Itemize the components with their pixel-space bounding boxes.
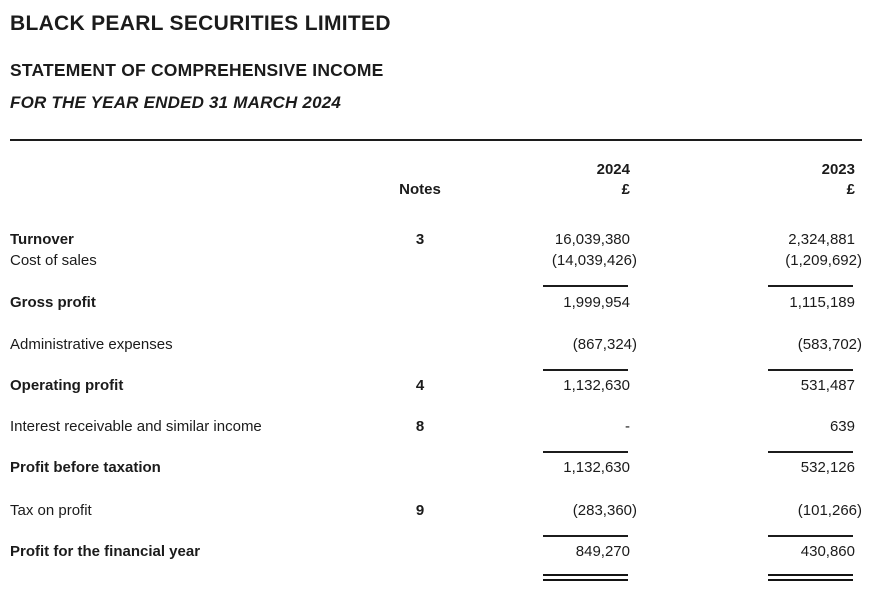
note-cell: 3: [415, 231, 425, 248]
underline: [543, 369, 628, 371]
row-label: Interest receivable and similar income: [10, 418, 262, 435]
value-2023: (583,702): [797, 336, 862, 353]
underline: [543, 285, 628, 287]
note-cell: [370, 335, 470, 355]
value-2024: 1,132,630: [563, 377, 630, 394]
value-2023: (101,266): [797, 502, 862, 519]
table-row: [10, 542, 862, 562]
note-cell: 8: [415, 418, 425, 435]
note-cell: 9: [415, 502, 425, 519]
value-2024: 849,270: [575, 543, 630, 560]
total-rule-row: [10, 574, 862, 581]
double-underline: [543, 574, 628, 581]
row-label: Gross profit: [10, 294, 96, 311]
currency-header-2023: £: [846, 181, 855, 198]
row-label: Profit for the financial year: [10, 543, 201, 560]
table-row: [10, 417, 862, 437]
company-title: BLACK PEARL SECURITIES LIMITED: [10, 12, 391, 35]
statement-title: STATEMENT OF COMPREHENSIVE INCOME: [10, 60, 384, 80]
column-headers-year: [10, 160, 862, 180]
value-2023: 532,126: [800, 459, 855, 476]
table-row: [10, 458, 862, 478]
row-label: Cost of sales: [10, 252, 97, 269]
subtotal-rule-row: [10, 285, 862, 287]
value-2024: 1,132,630: [563, 459, 630, 476]
note-cell: [370, 251, 470, 271]
underline: [768, 451, 853, 453]
value-2024: -: [625, 418, 630, 435]
header-divider: [10, 139, 862, 141]
double-underline: [768, 574, 853, 581]
note-cell: 4: [415, 377, 425, 394]
period-title: FOR THE YEAR ENDED 31 MARCH 2024: [10, 93, 342, 112]
spacer: [10, 180, 370, 200]
row-label: Tax on profit: [10, 502, 92, 519]
value-2024: 16,039,380: [554, 231, 630, 248]
value-2024: (867,324): [572, 336, 637, 353]
year2-header: 2023: [821, 161, 855, 178]
row-label: Turnover: [10, 231, 74, 248]
value-2024: (14,039,426): [551, 252, 637, 269]
column-headers-currency: [10, 180, 862, 200]
year1-header: 2024: [596, 161, 630, 178]
value-2023: 430,860: [800, 543, 855, 560]
value-2023: 531,487: [800, 377, 855, 394]
table-row: [10, 501, 862, 521]
value-2024: 1,999,954: [563, 294, 630, 311]
value-2023: 2,324,881: [788, 231, 855, 248]
subtotal-rule-row: [10, 451, 862, 453]
underline: [768, 285, 853, 287]
table-row: [10, 251, 862, 271]
table-row: [10, 335, 862, 355]
underline: [543, 535, 628, 537]
value-2023: 639: [829, 418, 855, 435]
subtotal-rule-row: [10, 369, 862, 371]
spacer: [10, 160, 370, 180]
underline: [543, 451, 628, 453]
table-row: [10, 230, 862, 250]
note-cell: [370, 293, 470, 313]
notes-header: Notes: [399, 181, 441, 198]
subtotal-rule-row: [10, 535, 862, 537]
row-label: Profit before taxation: [10, 459, 161, 476]
value-2024: (283,360): [572, 502, 637, 519]
table-row: [10, 293, 862, 313]
row-label: Administrative expenses: [10, 336, 173, 353]
table-row: [10, 376, 862, 396]
underline: [768, 369, 853, 371]
spacer: [370, 160, 470, 180]
note-cell: [370, 458, 470, 478]
note-cell: [370, 542, 470, 562]
underline: [768, 535, 853, 537]
value-2023: 1,115,189: [789, 294, 855, 311]
row-label: Operating profit: [10, 377, 124, 394]
value-2023: (1,209,692): [785, 252, 862, 269]
currency-header-2024: £: [621, 181, 630, 198]
